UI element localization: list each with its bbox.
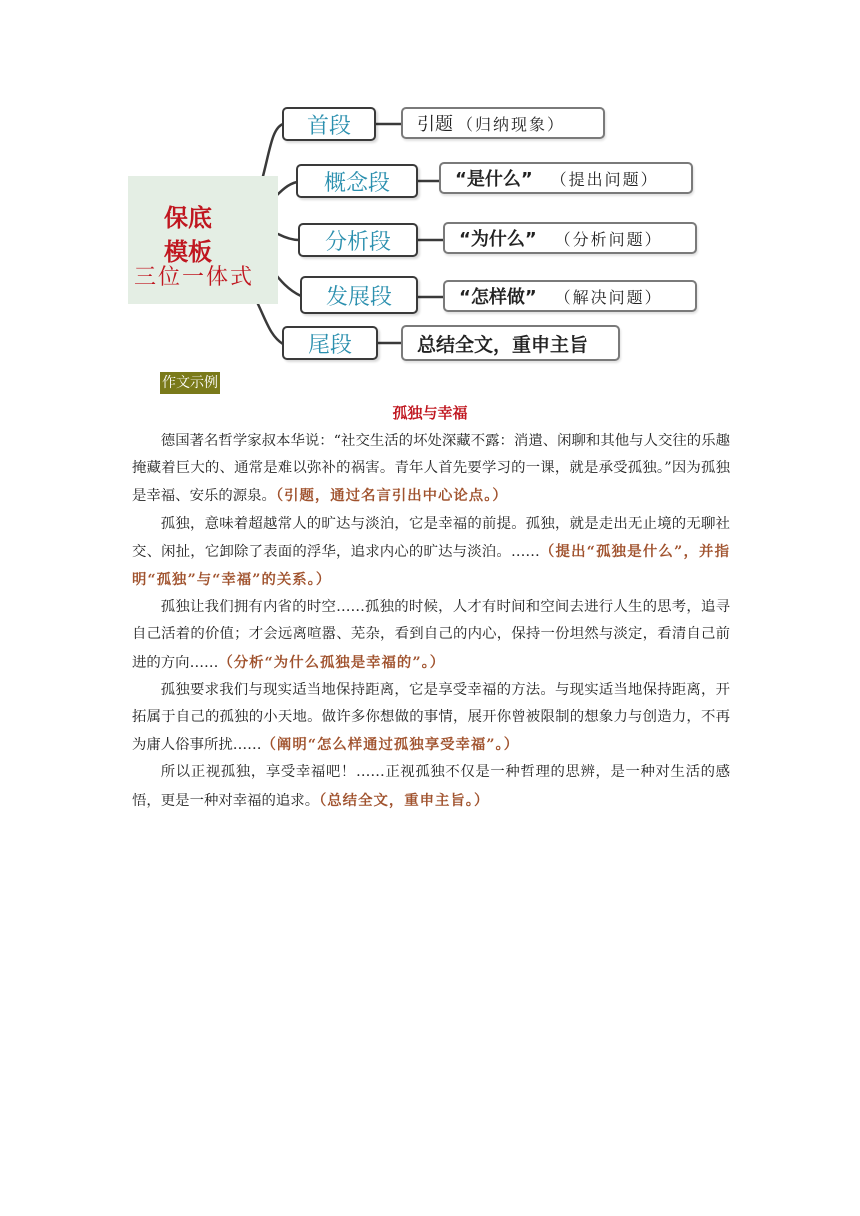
center-title-line2: 模板 xyxy=(164,238,212,266)
essay-title: 孤独与幸福 xyxy=(392,404,468,422)
example-tag: 作文示例 xyxy=(160,372,220,394)
node-ending: 尾段 xyxy=(282,326,378,360)
center-box xyxy=(128,176,278,304)
desc-development xyxy=(443,280,697,312)
essay-paragraph xyxy=(132,594,730,677)
center-subtitle: 三位一体式 xyxy=(134,265,255,290)
paragraph-text: 德国著名哲学家叔本华说：“社交生活的坏处深藏不露：消遣、闲聊和其他与人交往的乐趣掩藏着巨大的、通常是难以弥补的祸害。青年人首先要学习的一课，就是承受孤独。”因为孤独是幸福、安乐的源泉。 xyxy=(132,433,730,505)
annotation-note: （总结全文，重申主旨。） xyxy=(319,791,490,809)
essay-paragraph xyxy=(132,428,730,511)
desc-concept-hint: （提出问题） xyxy=(550,169,659,189)
desc-analysis xyxy=(443,222,697,254)
center-title-line1: 保底 xyxy=(164,204,212,232)
node-concept: 概念段 xyxy=(296,164,418,198)
desc-ending xyxy=(401,325,620,361)
desc-ending-main: 总结全文，重申主旨 xyxy=(417,333,589,356)
essay-body xyxy=(132,428,730,815)
desc-development-main: “怎样做” xyxy=(459,287,537,308)
essay-paragraph xyxy=(132,511,730,595)
paragraph-text: 孤独要求我们与现实适当地保持距离，它是享受幸福的方法。与现实适当地保持距离，开拓属于自己的孤独的小天地。做许多你想做的事情，展开你曾被限制的想象力与创造力，不再为庸人俗事所扰…… xyxy=(132,681,730,754)
desc-analysis-hint: （分析问题） xyxy=(554,229,663,249)
structure-diagram xyxy=(0,0,860,370)
annotation-note: （提出“孤独是什么”，并指明“孤独”与“幸福”的关系。） xyxy=(132,542,730,589)
paragraph-text: 孤独让我们拥有内省的时空……孤独的时候，人才有时间和空间去进行人生的思考，追寻自己活着的价值；才会远离喧嚣、芜杂，看到自己的内心，保持一份坦然与淡定，看清自己前进的方向…… xyxy=(132,599,730,671)
desc-concept-main: “是什么” xyxy=(455,169,533,190)
annotation-note: （分析“为什么孤独是幸福的”。） xyxy=(218,653,446,671)
desc-opening-main: 引题 xyxy=(417,114,453,135)
desc-concept xyxy=(439,162,693,194)
essay-paragraph xyxy=(132,677,730,760)
paragraph-text: 孤独，意味着超越常人的旷达与淡泊，它是幸福的前提。孤独，就是走出无止境的无聊社交、闲扯，它卸除了表面的浮华，追求内心的旷达与淡泊。…… xyxy=(132,515,730,560)
node-development: 发展段 xyxy=(300,276,418,314)
paragraph-text: 所以正视孤独，享受幸福吧！……正视孤独不仅是一种哲理的思辨，是一种对生活的感悟，更是一种对幸福的追求。 xyxy=(132,764,730,809)
desc-opening xyxy=(401,107,605,139)
desc-analysis-main: “为什么” xyxy=(459,229,537,250)
node-analysis: 分析段 xyxy=(298,223,418,257)
node-opening: 首段 xyxy=(282,107,376,141)
annotation-note: （引题，通过名言引出中心论点。） xyxy=(275,487,508,505)
desc-development-hint: （解决问题） xyxy=(554,287,663,307)
essay-paragraph xyxy=(132,759,730,814)
desc-opening-hint: （归纳现象） xyxy=(457,114,566,134)
annotation-note: （阐明“怎么样通过孤独享受幸福”。） xyxy=(261,736,520,754)
